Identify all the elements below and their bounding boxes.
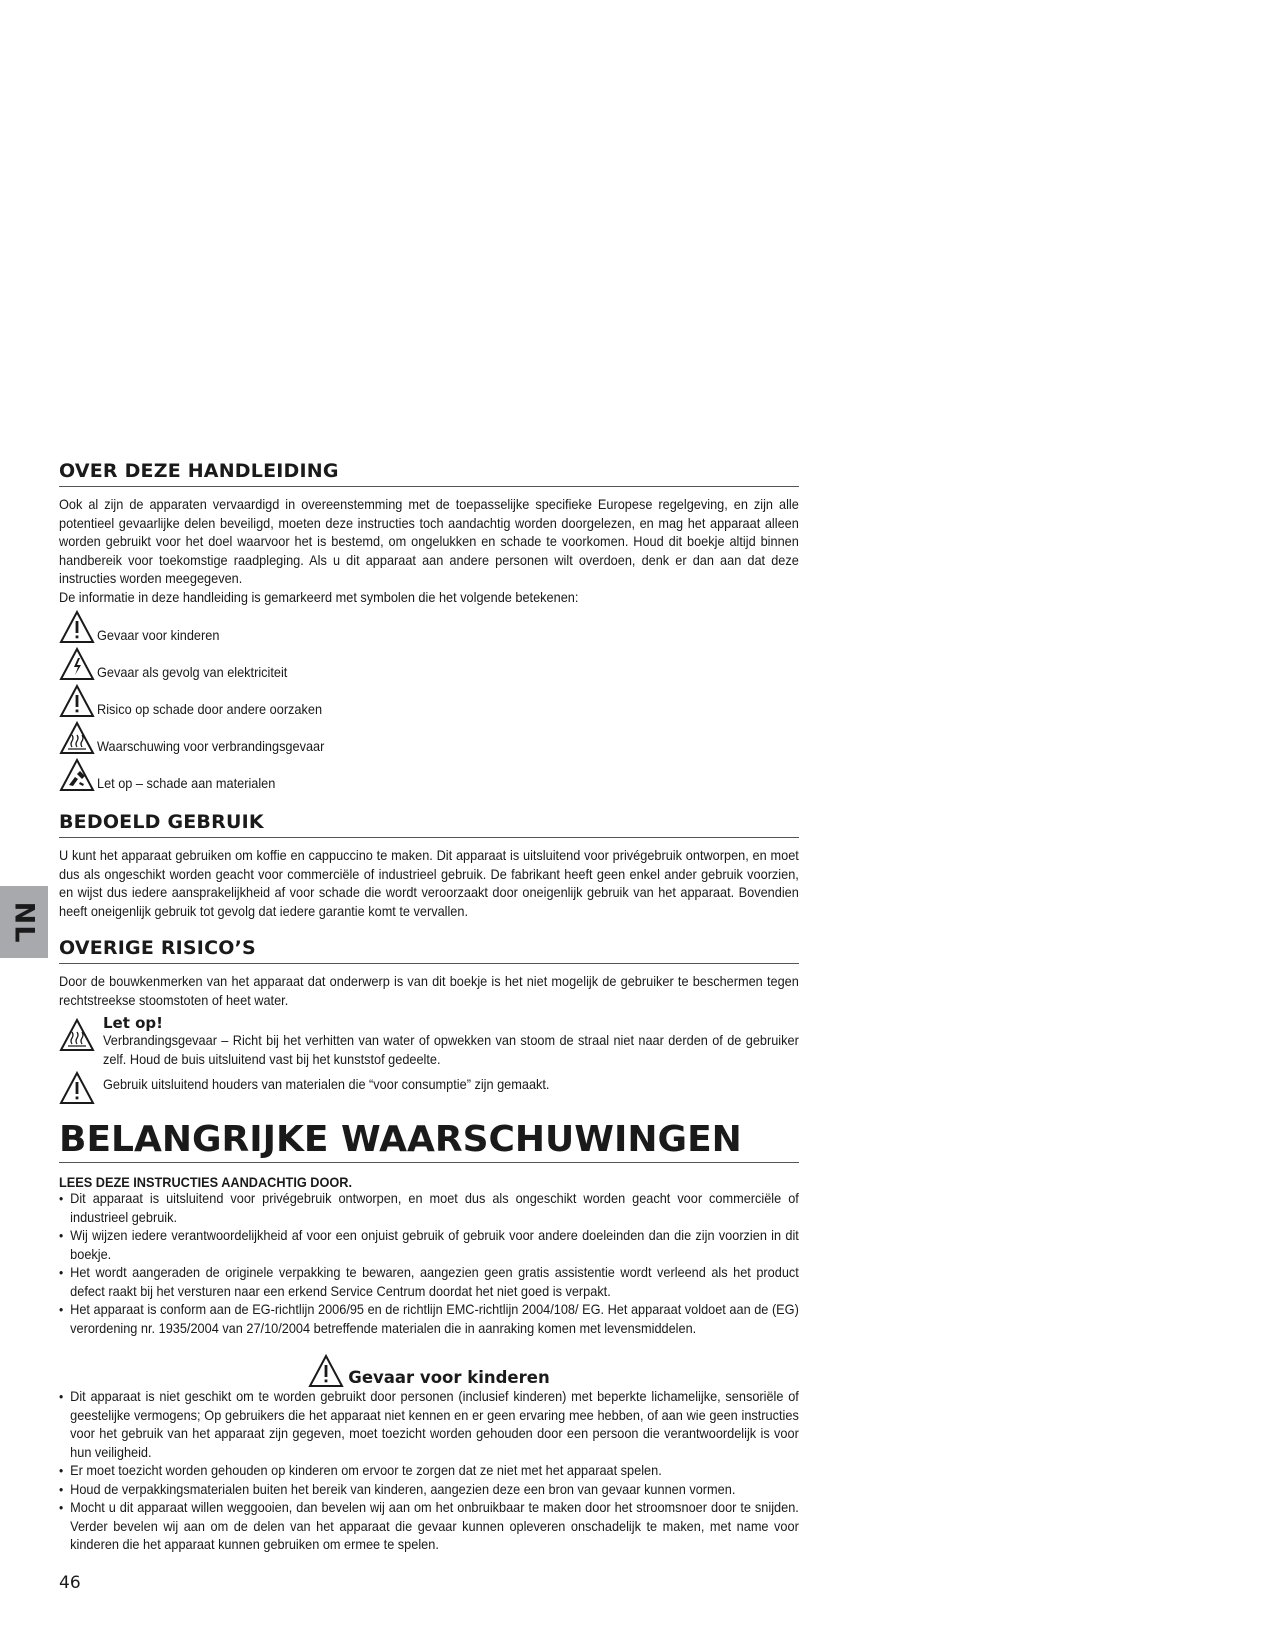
symbol-label: Let op – schade aan materialen (97, 776, 276, 791)
material-note (59, 1071, 799, 1105)
about-title: OVER DEZE HANDLEIDING (59, 459, 799, 487)
list-item: • Er moet toezicht worden gehouden op kinderen om ervoor te zorgen dat ze niet met het apparaat spelen. (59, 1462, 799, 1481)
material-damage-icon (59, 758, 95, 792)
symbol-list (59, 607, 799, 792)
symbol-label: Waarschuwing voor verbrandingsgevaar (97, 739, 325, 754)
symbol-label: Gevaar voor kinderen (97, 628, 220, 643)
burn-hazard-icon (59, 721, 95, 755)
residual-risks-text: Door de bouwkenmerken van het apparaat dat onderwerp is van dit boekje is het niet mogelijk de gebruiker te beschermen tegen rechtstreekse stoomstoten of heet water. (59, 974, 799, 1008)
list-item: • Mocht u dit apparaat willen weggooien, dan bevelen wij aan om het onbruikbaar te maken door het stroomsnoer door te snijden. Verder bevelen wij aan om de delen van het apparaat die gevaar kunnen opleveren onschadelijk te maken, met name voor kinderen die het apparaat kunnen gebruiken om ermee te spelen. (59, 1499, 799, 1555)
list-item: • Dit apparaat is niet geschikt om te worden gebruikt door personen (inclusief kinderen) met beperkte lichamelijke, sensoriële of geestelijke vermogens; Op gebruikers die het apparaat niet kennen en er geen ervaring mee hebben, of aan wie geen instructies voor het gebruik van het apparaat zijn gegeven, moet toezicht worden gehouden door een persoon die verantwoordelijk is voor hun veiligheid. (59, 1388, 799, 1462)
page-number: 46 (59, 1573, 81, 1593)
burn-hazard-icon (59, 1018, 95, 1052)
page-content (59, 459, 799, 1555)
warning-text: Verbrandingsgevaar – Richt bij het verhitten van water of opwekken van stoom de straal niet naar derden of de gebruiker zelf. Houd de buis uitsluitend vast bij het kunststof gedeelte. (103, 1033, 799, 1067)
residual-risks-title: OVERIGE RISICO’S (59, 936, 799, 964)
electricity-hazard-icon (59, 647, 95, 681)
symbol-row (59, 644, 799, 681)
danger-children-icon (308, 1354, 344, 1388)
important-warnings-title: BELANGRIJKE WAARSCHUWINGEN (59, 1119, 799, 1163)
warning-triangle-icon (59, 1071, 95, 1105)
list-item: • Het wordt aangeraden de originele verpakking te bewaren, aangezien geen gratis assistentie wordt verleend als het product defect raakt bij het versturen naar een erkend Service Centrum doordat het niet goed is verpakt. (59, 1264, 799, 1301)
intended-use-text: U kunt het apparaat gebruiken om koffie en cappuccino te maken. Dit apparaat is uitsluitend voor privégebruik ontworpen, en moet dus als ongeschikt worden geacht voor commerciële of industrieel gebruik. De fabrikant heeft geen enkel ander gebruik voorzien, en wijst dus iedere aansprakelijkheid af voor schade die wordt veroorzaakt door oneigenlijk gebruik van het apparaat. Bovendien heeft oneigenlijk gebruik tot gevolg dat iedere garantie komt te vervallen. (59, 848, 799, 919)
symbol-row (59, 755, 799, 792)
language-tab (0, 886, 48, 958)
burn-warning (59, 1014, 799, 1069)
symbol-label: Risico op schade door andere oorzaken (97, 702, 323, 717)
other-risk-icon (59, 684, 95, 718)
language-tab-label: NL (8, 901, 40, 943)
danger-children-heading (59, 1354, 799, 1388)
symbol-row (59, 681, 799, 718)
about-symbols-intro: De informatie in deze handleiding is gemarkeerd met symbolen die het volgende betekenen: (59, 589, 579, 605)
list-item: • Dit apparaat is uitsluitend voor privégebruik ontworpen, en moet dus als ongeschikt worden geacht voor commerciële of industrieel gebruik. (59, 1190, 799, 1227)
about-paragraph: Ook al zijn de apparaten vervaardigd in overeenstemming met de toepasselijke specifieke Europese regelgeving, en zijn alle potentieel gevaarlijke delen beveiligd, moeten deze instructies toch aandachtig worden doorgelezen, en mag het apparaat alleen worden gebruikt voor het doel waarvoor het is bestemd, om ongelukken en schade te voorkomen. Houd dit boekje altijd binnen handbereik voor toekomstige raadpleging. Als u dit apparaat aan andere personen wilt overdoen, denk er dan aan dat deze instructies worden meegegeven. (59, 497, 799, 586)
symbol-label: Gevaar als gevolg van elektriciteit (97, 665, 288, 680)
important-list (59, 1190, 799, 1338)
important-subhead: LEES DEZE INSTRUCTIES AANDACHTIG DOOR. (59, 1175, 353, 1190)
warning-title: Let op! (103, 1014, 164, 1032)
list-item: • Houd de verpakkingsmaterialen buiten het bereik van kinderen, aangezien deze een bron van gevaar kunnen vormen. (59, 1481, 799, 1500)
intended-use-title: BEDOELD GEBRUIK (59, 810, 799, 838)
danger-list (59, 1388, 799, 1555)
list-item: • Het apparaat is conform aan de EG-richtlijn 2006/95 en de richtlijn EMC-richtlijn 2004/108/ EG. Het apparaat voldoet aan de (EG) verordening nr. 1935/2004 van 27/10/2004 betreffende materialen die in aanraking komen met levensmiddelen. (59, 1301, 799, 1338)
symbol-row (59, 718, 799, 755)
list-item: • Wij wijzen iedere verantwoordelijkheid af voor een onjuist gebruik of gebruik voor andere doeleinden dan die zijn voorzien in dit boekje. (59, 1227, 799, 1264)
danger-children-icon (59, 610, 95, 644)
symbol-row (59, 607, 799, 644)
danger-children-title: Gevaar voor kinderen (348, 1368, 550, 1387)
note-text: Gebruik uitsluitend houders van materialen die “voor consumptie” zijn gemaakt. (103, 1077, 550, 1092)
